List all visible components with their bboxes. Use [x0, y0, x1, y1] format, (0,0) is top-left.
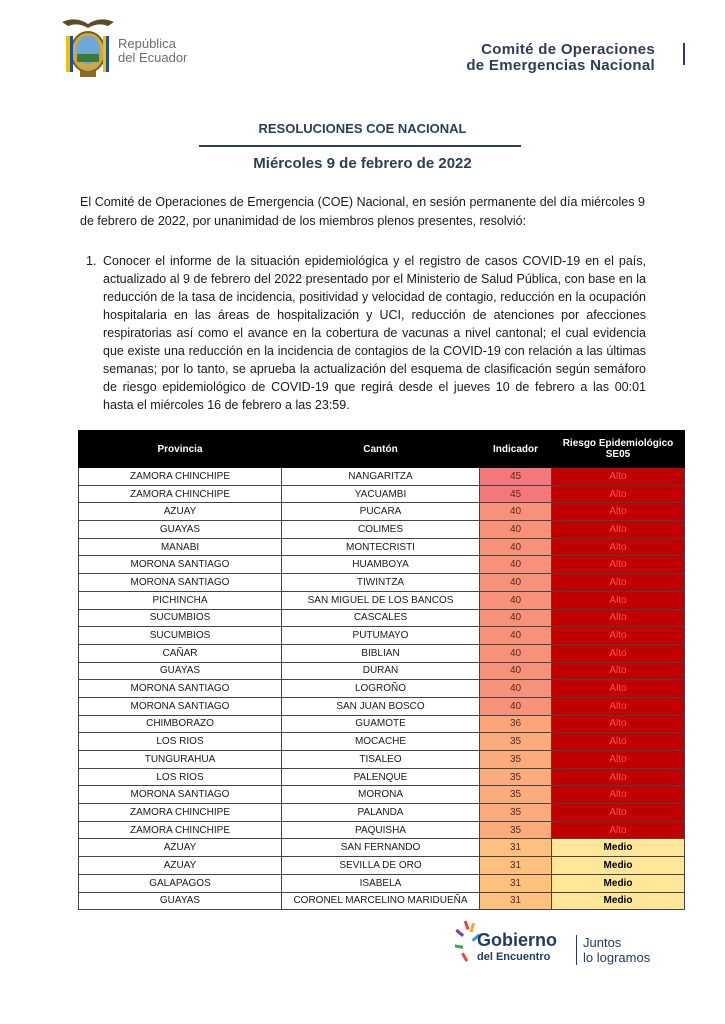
cell-riesgo: Alto [552, 680, 685, 698]
table-row [79, 733, 685, 751]
table-row [79, 503, 685, 521]
brand-line-1: República [118, 36, 176, 51]
cell-provincia: MORONA SANTIAGO [79, 786, 282, 804]
cell-canton: MORONA [282, 786, 480, 804]
table-row [79, 521, 685, 539]
cell-riesgo: Medio [552, 874, 685, 892]
table-row [79, 715, 685, 733]
header-riesgo [552, 431, 685, 468]
cell-provincia: GALAPAGOS [79, 874, 282, 892]
header-divider [683, 43, 685, 65]
cell-riesgo: Alto [552, 591, 685, 609]
cell-riesgo: Alto [552, 751, 685, 769]
cell-provincia: MORONA SANTIAGO [79, 697, 282, 715]
cell-provincia: MORONA SANTIAGO [79, 680, 282, 698]
cell-provincia: MANABI [79, 538, 282, 556]
cell-indicador: 40 [480, 609, 552, 627]
committee-line-1: Comité de Operaciones [481, 41, 655, 58]
cell-canton: LOGROÑO [282, 680, 480, 698]
header-indicador: Indicador [480, 431, 552, 468]
cell-canton: PALENQUE [282, 768, 480, 786]
table-row [79, 609, 685, 627]
cell-riesgo: Alto [552, 503, 685, 521]
cell-indicador: 40 [480, 556, 552, 574]
cell-indicador: 40 [480, 662, 552, 680]
cell-provincia: ZAMORA CHINCHIPE [79, 468, 282, 486]
cell-provincia: GUAYAS [79, 662, 282, 680]
cell-riesgo: Alto [552, 485, 685, 503]
cell-canton: COLIMES [282, 521, 480, 539]
table-row [79, 556, 685, 574]
cell-indicador: 35 [480, 804, 552, 822]
table-row [79, 468, 685, 486]
cell-indicador: 35 [480, 751, 552, 769]
cell-provincia: LOS RIOS [79, 768, 282, 786]
cell-indicador: 35 [480, 768, 552, 786]
cell-indicador: 35 [480, 786, 552, 804]
cell-provincia: PICHINCHA [79, 591, 282, 609]
logo-line-1: Gobierno [477, 930, 557, 950]
cell-provincia: ZAMORA CHINCHIPE [79, 485, 282, 503]
cell-canton: PUTUMAYO [282, 627, 480, 645]
cell-provincia: ZAMORA CHINCHIPE [79, 821, 282, 839]
cell-canton: PUCARA [282, 503, 480, 521]
cell-canton: CORONEL MARCELINO MARIDUEÑA [282, 892, 480, 910]
cell-provincia: AZUAY [79, 857, 282, 875]
cell-canton: SAN JUAN BOSCO [282, 697, 480, 715]
intro-paragraph: El Comité de Operaciones de Emergencia (COE) Nacional, en sesión permanente del día miércoles 9 de febrero de 2022, por unanimidad de los miembros plenos presentes, resolvió: [80, 195, 645, 228]
cell-riesgo: Medio [552, 857, 685, 875]
cell-canton: TISALEO [282, 751, 480, 769]
cell-provincia: TUNGURAHUA [79, 751, 282, 769]
cell-riesgo: Medio [552, 839, 685, 857]
cell-canton: SEVILLA DE ORO [282, 857, 480, 875]
table-row [79, 892, 685, 910]
cell-canton: HUAMBOYA [282, 556, 480, 574]
document-title: RESOLUCIONES COE NACIONAL [258, 121, 467, 136]
cell-provincia: CAÑAR [79, 644, 282, 662]
document-date: Miércoles 9 de febrero de 2022 [253, 155, 472, 172]
cell-canton: PALANDA [282, 804, 480, 822]
slogan [583, 935, 650, 965]
table-row [79, 644, 685, 662]
cell-riesgo: Alto [552, 697, 685, 715]
footer-logo [455, 915, 665, 975]
cell-canton: SAN MIGUEL DE LOS BANCOS [282, 591, 480, 609]
table-row [79, 768, 685, 786]
table-row [79, 574, 685, 592]
cell-provincia: ZAMORA CHINCHIPE [79, 804, 282, 822]
cell-riesgo: Alto [552, 556, 685, 574]
header-canton: Cantón [282, 431, 480, 468]
resolution-item [86, 252, 646, 414]
cell-canton: BIBLIAN [282, 644, 480, 662]
cell-indicador: 40 [480, 591, 552, 609]
slogan-line-2: lo logramos [583, 950, 651, 965]
cell-provincia: GUAYAS [79, 521, 282, 539]
cell-canton: SAN FERNANDO [282, 839, 480, 857]
cell-indicador: 40 [480, 574, 552, 592]
header-riesgo-line-2: SE05 [605, 449, 631, 460]
cell-indicador: 40 [480, 538, 552, 556]
cell-riesgo: Alto [552, 804, 685, 822]
table-row [79, 786, 685, 804]
cell-indicador: 35 [480, 733, 552, 751]
cell-riesgo: Alto [552, 644, 685, 662]
cell-provincia: MORONA SANTIAGO [79, 556, 282, 574]
table-row [79, 591, 685, 609]
resolution-text: Conocer el informe de la situación epidemiológica y el registro de casos COVID-19 en el país, actualizado al 9 de febrero del 2022 presentado por el Ministerio de Salud Pública, con base en la reducción de la tasa de incidencia, positividad y velocidad de contagio, reducción en la ocupación hospitalaria en las áreas de hospitalización y UCI, reducción de atenciones por afecciones respiratorias así como el avance en la cobertura de vacunas a nivel cantonal; el cual evidencia que existe una reducción en la incidencia de contagios de la COVID-19 con relación a las últimas semanas; por lo tanto, se aprueba la actualización del esquema de clasificación según semáforo de riesgo epidemiológico de COVID-19 que regirá desde el jueves 10 de febrero a las 00:01 hasta el miércoles 16 de febrero a las 23:59. [103, 254, 646, 412]
table-row [79, 857, 685, 875]
cell-indicador: 40 [480, 697, 552, 715]
header-riesgo-line-1: Riesgo Epidemiológico [562, 438, 674, 449]
cell-provincia: LOS RIOS [79, 733, 282, 751]
cell-riesgo: Alto [552, 609, 685, 627]
cell-riesgo: Alto [552, 538, 685, 556]
logo-line-2: del Encuentro [477, 951, 551, 963]
cell-provincia: AZUAY [79, 503, 282, 521]
cell-riesgo: Alto [552, 574, 685, 592]
table-row [79, 821, 685, 839]
cell-provincia: GUAYAS [79, 892, 282, 910]
cell-indicador: 31 [480, 839, 552, 857]
cell-indicador: 45 [480, 485, 552, 503]
cell-indicador: 40 [480, 521, 552, 539]
cell-canton: DURAN [282, 662, 480, 680]
table-row [79, 680, 685, 698]
table-row [79, 804, 685, 822]
cell-canton: MONTECRISTI [282, 538, 480, 556]
table-row [79, 874, 685, 892]
cell-provincia: MORONA SANTIAGO [79, 574, 282, 592]
table-row [79, 839, 685, 857]
cell-indicador: 40 [480, 503, 552, 521]
cell-canton: MOCACHE [282, 733, 480, 751]
cell-riesgo: Alto [552, 715, 685, 733]
header-provincia: Provincia [79, 431, 282, 468]
title-underline [199, 145, 521, 147]
table-row [79, 697, 685, 715]
cell-indicador: 31 [480, 857, 552, 875]
committee-name [466, 42, 655, 74]
table-row [79, 485, 685, 503]
slogan-line-1: Juntos [583, 935, 622, 950]
footer-divider [576, 935, 577, 965]
cell-riesgo: Alto [552, 821, 685, 839]
committee-line-2: de Emergencias Nacional [466, 57, 655, 74]
ecuador-coat-of-arms-icon [58, 14, 118, 80]
cell-indicador: 31 [480, 874, 552, 892]
cell-indicador: 45 [480, 468, 552, 486]
cell-riesgo: Alto [552, 627, 685, 645]
brand-text [118, 37, 187, 65]
table-row [79, 538, 685, 556]
cell-provincia: SUCUMBIOS [79, 627, 282, 645]
cell-riesgo: Alto [552, 521, 685, 539]
table-row [79, 627, 685, 645]
cell-riesgo: Alto [552, 768, 685, 786]
cell-canton: ISABELA [282, 874, 480, 892]
cell-indicador: 40 [480, 644, 552, 662]
cell-provincia: CHIMBORAZO [79, 715, 282, 733]
resolution-number: 1. [86, 254, 97, 268]
cell-canton: PAQUISHA [282, 821, 480, 839]
cell-canton: TIWINTZA [282, 574, 480, 592]
cell-canton: YACUAMBI [282, 485, 480, 503]
cell-indicador: 40 [480, 680, 552, 698]
risk-table [78, 430, 685, 910]
table-header-row [79, 431, 685, 468]
cell-provincia: AZUAY [79, 839, 282, 857]
cell-indicador: 36 [480, 715, 552, 733]
cell-riesgo: Alto [552, 786, 685, 804]
cell-canton: CASCALES [282, 609, 480, 627]
table-row [79, 662, 685, 680]
cell-riesgo: Alto [552, 468, 685, 486]
cell-riesgo: Alto [552, 733, 685, 751]
cell-indicador: 31 [480, 892, 552, 910]
cell-indicador: 35 [480, 821, 552, 839]
cell-canton: NANGARITZA [282, 468, 480, 486]
cell-indicador: 40 [480, 627, 552, 645]
cell-provincia: SUCUMBIOS [79, 609, 282, 627]
table-row [79, 751, 685, 769]
brand-line-2: del Ecuador [118, 50, 188, 65]
cell-riesgo: Alto [552, 662, 685, 680]
cell-riesgo: Medio [552, 892, 685, 910]
cell-canton: GUAMOTE [282, 715, 480, 733]
